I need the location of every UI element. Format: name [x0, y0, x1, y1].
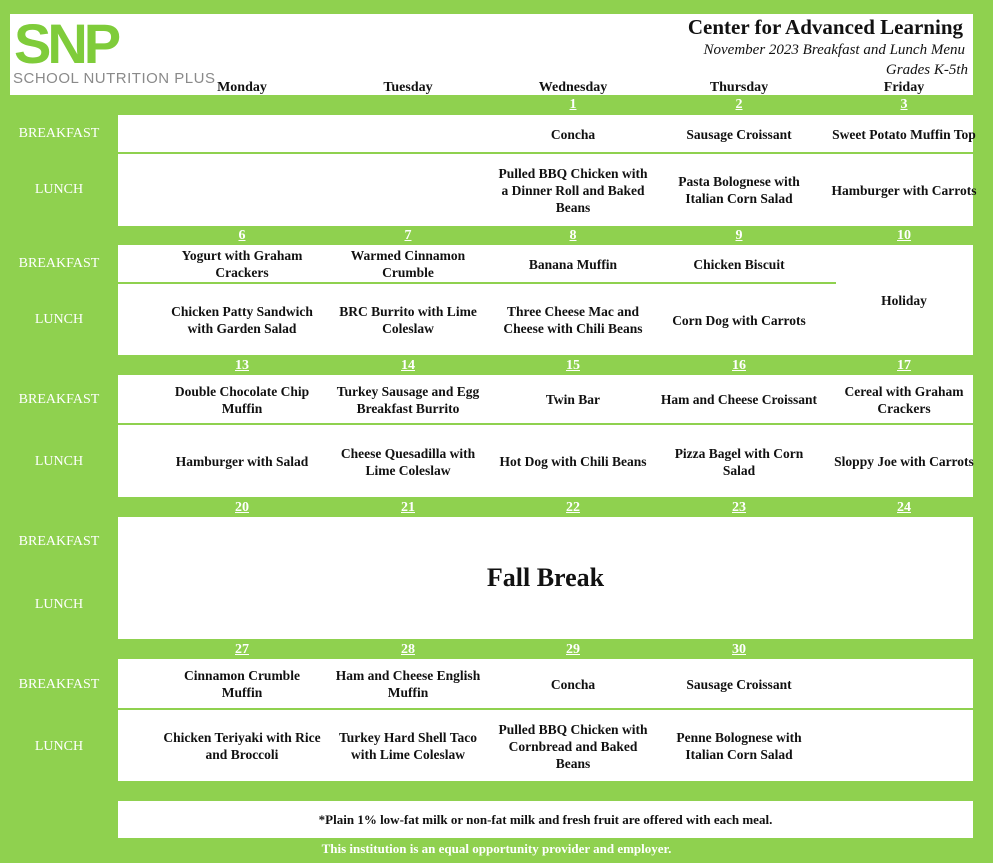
fall-break-label: Fall Break — [486, 563, 605, 592]
page-title: Center for Advanced Learning — [687, 15, 963, 39]
menu-item: Ham and Cheese English Muffin — [335, 668, 481, 700]
date-28: 28 — [401, 642, 415, 657]
date-6: 6 — [238, 228, 246, 243]
lunch-label: LUNCH — [34, 454, 84, 469]
date-3: 3 — [900, 97, 908, 112]
menu-item: Sweet Potato Muffin Top — [832, 126, 976, 142]
menu-item: Twin Bar — [545, 392, 601, 407]
menu-item: Hamburger with Carrots — [831, 182, 977, 198]
date-24: 24 — [897, 500, 911, 515]
week-3-divider — [118, 423, 973, 425]
breakfast-label: BREAKFAST — [18, 256, 100, 271]
date-17: 17 — [897, 358, 911, 373]
menu-item: BRC Burrito with Lime Coleslaw — [339, 304, 477, 336]
menu-item: Pulled BBQ Chicken with Cornbread and Baked Beans — [498, 721, 648, 771]
menu-item: Cheese Quesadilla with Lime Coleslaw — [340, 445, 476, 478]
date-30: 30 — [732, 642, 746, 657]
day-header-monday: Monday — [217, 80, 267, 95]
menu-item: Chicken Biscuit — [693, 256, 785, 272]
menu-item: Concha — [550, 676, 596, 692]
date-9: 9 — [735, 228, 743, 243]
logo-name: SCHOOL NUTRITION PLUS — [13, 70, 216, 87]
menu-item: Cereal with Graham Crackers — [844, 383, 964, 416]
menu-item: Penne Bolognese with Italian Corn Salad — [676, 730, 802, 762]
date-10: 10 — [897, 228, 911, 243]
footer-statement: This institution is an equal opportunity provider and employer. — [321, 841, 672, 856]
fall-break-panel — [118, 517, 973, 639]
lunch-label: LUNCH — [34, 597, 84, 612]
menu-item: Turkey Hard Shell Taco with Lime Coleslaw — [339, 730, 477, 762]
date-29: 29 — [566, 642, 580, 657]
menu-item: Cinnamon Crumble Muffin — [184, 668, 300, 700]
menu-item: Pizza Bagel with Corn Salad — [674, 445, 804, 478]
week-2-divider — [118, 282, 836, 284]
breakfast-label: BREAKFAST — [18, 534, 100, 549]
menu-item: Sausage Croissant — [686, 676, 792, 692]
date-13: 13 — [235, 358, 249, 373]
menu-item: Pulled BBQ Chicken with a Dinner Roll and Baked Beans — [498, 165, 648, 215]
menu-item: Hot Dog with Chili Beans — [499, 454, 647, 469]
date-2: 2 — [735, 97, 743, 112]
page-subtitle: November 2023 Breakfast and Lunch Menu — [703, 42, 965, 58]
breakfast-label: BREAKFAST — [18, 126, 100, 141]
date-8: 8 — [569, 228, 577, 243]
day-header-wednesday: Wednesday — [538, 80, 608, 95]
date-21: 21 — [401, 500, 415, 515]
milk-note: *Plain 1% low-fat milk or non-fat milk and fresh fruit are offered with each meal. — [118, 801, 973, 838]
date-1: 1 — [569, 97, 577, 112]
date-20: 20 — [235, 500, 249, 515]
menu-item: Yogurt with Graham Crackers — [181, 248, 303, 280]
menu-item: Hamburger with Salad — [175, 454, 309, 469]
day-header-friday: Friday — [883, 80, 925, 95]
menu-item: Sloppy Joe with Carrots — [834, 454, 974, 469]
menu-item: Pasta Bolognese with Italian Corn Salad — [678, 174, 800, 206]
breakfast-label: BREAKFAST — [18, 392, 100, 407]
menu-item: Three Cheese Mac and Cheese with Chili Beans — [503, 304, 643, 336]
menu-item: Banana Muffin — [528, 256, 618, 272]
date-7: 7 — [404, 228, 412, 243]
date-15: 15 — [566, 358, 580, 373]
date-23: 23 — [732, 500, 746, 515]
menu-item: Chicken Teriyaki with Rice and Broccoli — [163, 730, 321, 762]
menu-item: Concha — [550, 126, 596, 142]
date-27: 27 — [235, 642, 249, 657]
menu-item: Turkey Sausage and Egg Breakfast Burrito — [336, 383, 480, 416]
holiday-cell: Holiday — [881, 293, 927, 308]
menu-item: Sausage Croissant — [686, 126, 792, 142]
week-5-divider — [118, 708, 973, 710]
menu-item: Chicken Patty Sandwich with Garden Salad — [171, 304, 313, 336]
date-22: 22 — [566, 500, 580, 515]
menu-item: Double Chocolate Chip Muffin — [174, 383, 310, 416]
date-16: 16 — [732, 358, 746, 373]
menu-item: Warmed Cinnamon Crumble — [350, 248, 466, 280]
grades-label: Grades K-5th — [885, 62, 968, 78]
menu-item: Ham and Cheese Croissant — [660, 392, 818, 407]
lunch-label: LUNCH — [34, 739, 84, 754]
date-14: 14 — [401, 358, 415, 373]
lunch-label: LUNCH — [34, 182, 84, 197]
day-header-tuesday: Tuesday — [383, 80, 433, 95]
menu-item: Corn Dog with Carrots — [672, 312, 806, 328]
breakfast-label: BREAKFAST — [18, 677, 100, 692]
day-header-thursday: Thursday — [709, 80, 769, 95]
lunch-label: LUNCH — [34, 312, 84, 327]
logo-letters: SNP — [14, 12, 118, 75]
